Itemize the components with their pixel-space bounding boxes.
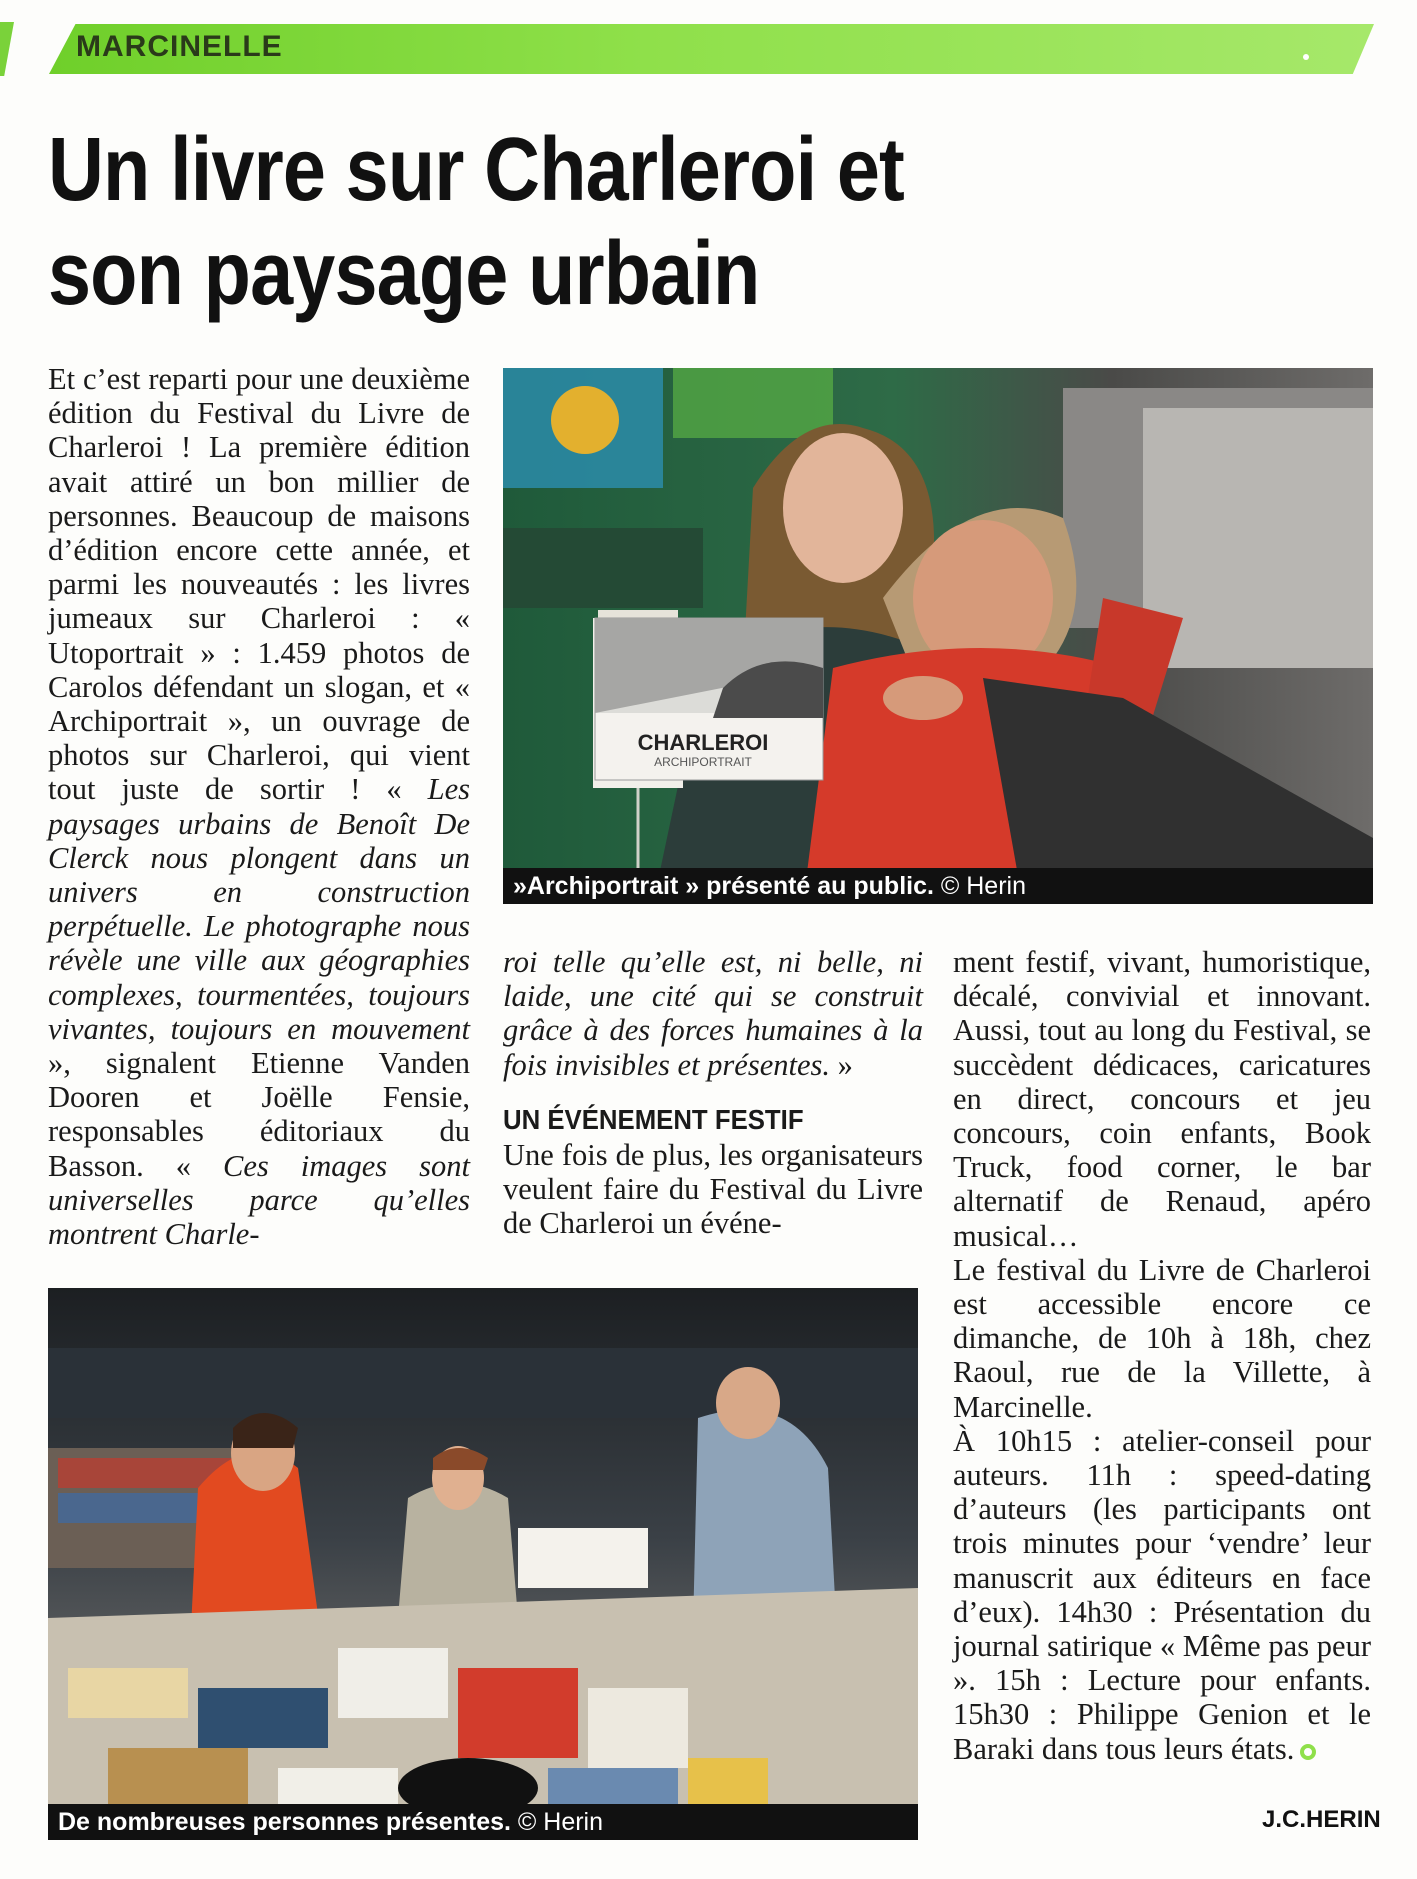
quote-text: roi telle qu’elle est, ni belle, ni laide, une cité qui se construit grâce à des forces humaines à la fois invisibles et présentes. [503, 945, 923, 1082]
lead-text: Et c’est reparti pour une deuxième édition du Festival du Livre de Charleroi ! La première édition avait attiré un bon millier de personnes. Beaucoup de maisons d’édition encore cette année, et parmi les nouveautés : les livres jumeaux sur Charleroi : « Utoportrait » : 1.459 photos de Carolos défendant un slogan, et « Archiportrait », un ouvrage de photos sur Charleroi, qui vient tout juste de sortir ! « [48, 362, 470, 807]
quote-text: Ces images sont universelles parce qu’elles montrent Charle- [48, 1148, 470, 1252]
banner-dot [1303, 54, 1309, 60]
article-column-2 [503, 945, 923, 1240]
book-subtitle: ARCHIPORTRAIT [654, 755, 752, 769]
photo-illustration [503, 368, 1373, 904]
photo-book-fair [48, 1288, 918, 1840]
byline: J.C.HERIN [1262, 1806, 1381, 1833]
photo-credit: © Herin [933, 872, 1026, 900]
photo-illustration [48, 1288, 918, 1840]
quote-text: Les paysages urbains de Benoît De Clerck nous plongent dans un univers en construction perpétuelle. Le photographe nous révèle une ville aux géographies complexes, tourmentées, toujours vivantes, toujours en mouvement [48, 772, 470, 1046]
body-text: Une fois de plus, les organisateurs veulent faire du Festival du Livre de Charleroi un événe- [503, 1137, 923, 1241]
article-column-3 [953, 945, 1371, 1766]
section-label: MARCINELLE [76, 30, 283, 63]
photo-credit: © Herin [510, 1808, 604, 1836]
schedule-intro: Le festival du Livre de Charleroi est accessible encore ce dimanche, de 10h à 18h, chez Raoul, rue de la Villette, à Marcinelle. [953, 1252, 1371, 1424]
body-text: », signalent Etienne Vanden Dooren et Joëlle Fensie, responsables éditoriaux du Basson. « [48, 1046, 470, 1183]
book-title: CHARLEROI [637, 730, 769, 755]
photo-caption [503, 868, 1373, 904]
caption-text: De nombreuses personnes présentes. [58, 1808, 511, 1836]
article-column-1 [48, 362, 470, 1251]
end-mark-icon [1300, 1744, 1316, 1760]
quote-close: » [829, 1047, 853, 1082]
headline: Un livre sur Charleroi et son paysage urbain [48, 120, 904, 324]
caption-text: »Archiportrait » présenté au public. [513, 872, 934, 900]
schedule-text: À 10h15 : atelier-conseil pour auteurs. 11h : speed-dating d’auteurs (les participants ont trois minutes pour ‘vendre’ leur manuscrit aux éditeurs en face d’eux). 14h30 : Présentation du journal satirique « Même pas peur ». 15h : Lecture pour enfants. 15h30 : Philippe Genion et le Baraki dans tous leurs états. [953, 1423, 1371, 1766]
subheading: UN ÉVÉNEMENT FESTIF [503, 1103, 804, 1135]
body-text: ment festif, vivant, humoristique, décalé, convivial et innovant. Aussi, tout au long du Festival, se succèdent dédicaces, caricatures en direct, concours et jeu concours, coin enfants, Book Truck, food corner, le bar alternatif de Renaud, apéro musical… [953, 945, 1371, 1253]
photo-archiportrait [503, 368, 1373, 904]
photo-caption [48, 1804, 918, 1840]
banner-accent [0, 22, 14, 76]
